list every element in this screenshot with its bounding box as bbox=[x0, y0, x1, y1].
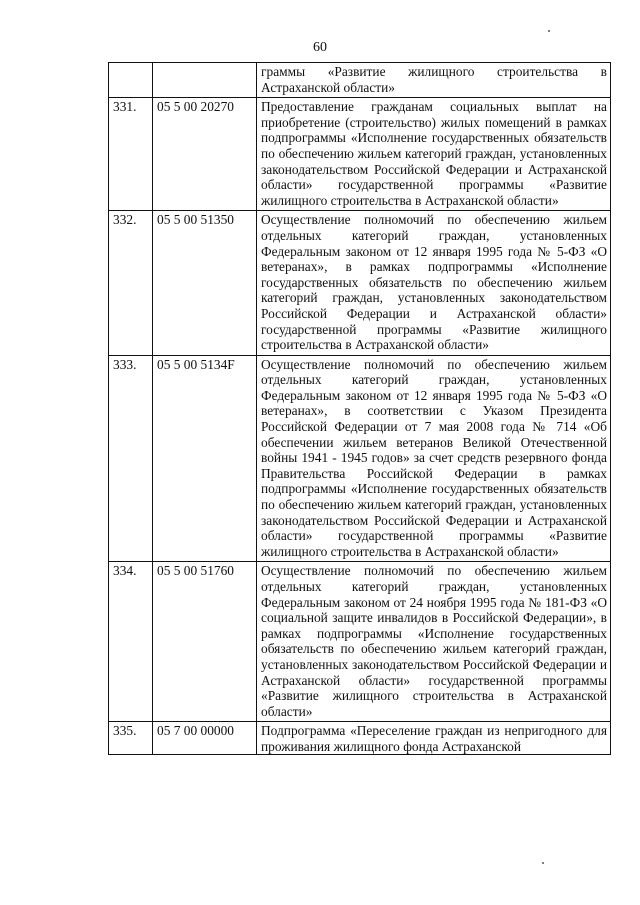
target-code-cell: 05 7 00 00000 bbox=[153, 722, 257, 755]
table-row-332 bbox=[109, 211, 611, 355]
description-cell: граммы «Развитие жилищного строительства в Астраханской области» bbox=[257, 63, 611, 98]
description-cell: Предоставление гражданам социальных выплат на приобретение (строительство) жилых помещений в рамках подпрограммы «Исполнение государственных обязательств по обеспечению жильем категорий граждан, установленных законодательством Российской Федерации и Астраханской области» государственной программы «Развитие жилищного строительства в Астраханской области» bbox=[257, 98, 611, 211]
row-number-cell: 334. bbox=[109, 562, 153, 722]
row-number-cell: 333. bbox=[109, 355, 153, 562]
target-code-cell bbox=[153, 63, 257, 98]
target-code-cell: 05 5 00 20270 bbox=[153, 98, 257, 211]
table-row-continuation bbox=[109, 63, 611, 98]
description-text: Подпрограмма «Переселение граждан из непригодного для проживания жилищного фонда Астраханской bbox=[261, 723, 607, 754]
description-cell: Осуществление полномочий по обеспечению жильем отдельных категорий граждан, установленных Федеральным законом от 24 ноября 1995 года № 181-ФЗ «О социальной защите инвалидов в Российской Федерации», в рамках подпрограммы «Исполнение государственных обязательств по обеспечению жильем категорий граждан, установленных законодательством Российской Федерации и Астраханской области» государственной программы «Развитие жилищного строительства в Астраханской области» bbox=[257, 562, 611, 722]
row-number-cell: 335. bbox=[109, 722, 153, 755]
scan-speck bbox=[548, 30, 550, 32]
target-code-cell: 05 5 00 51350 bbox=[153, 211, 257, 355]
row-number-cell: 332. bbox=[109, 211, 153, 355]
table-row-333 bbox=[109, 355, 611, 562]
target-code-cell: 05 5 00 51760 bbox=[153, 562, 257, 722]
page-number: 60 bbox=[313, 40, 327, 55]
budget-classification-table bbox=[108, 62, 611, 755]
row-number-cell: 331. bbox=[109, 98, 153, 211]
table-row-335 bbox=[109, 722, 611, 755]
description-cell: Осуществление полномочий по обеспечению жильем отдельных категорий граждан, установленных Федеральным законом от 12 января 1995 года № 5-ФЗ «О ветеранах», в соответствии с Указом Президента Российской Федерации от 7 мая 2008 года № 714 «Об обеспечении жильем ветеранов Великой Отечественной войны 1941 - 1945 годов» за счет средств резервного фонда Правительства Российской Федерации в рамках подпрограммы «Исполнение государственных обязательств по обеспечению жильем категорий граждан, установленных законодательством Российской Федерации и Астраханской области» государственной программы «Развитие жилищного строительства в Астраханской области» bbox=[257, 355, 611, 562]
table-row-334 bbox=[109, 562, 611, 722]
description-cell: Осуществление полномочий по обеспечению жильем отдельных категорий граждан, установленных Федеральным законом от 12 января 1995 года № 5-ФЗ «О ветеранах», в рамках подпрограммы «Исполнение государственных обязательств по обеспечению жильем категорий граждан, установленных законодательством Российской Федерации и Астраханской области» государственной программы «Развитие жилищного строительства в Астраханской области» bbox=[257, 211, 611, 355]
table-row-331 bbox=[109, 98, 611, 211]
target-code-cell: 05 5 00 5134F bbox=[153, 355, 257, 562]
row-number-cell bbox=[109, 63, 153, 98]
description-cell bbox=[257, 722, 611, 755]
scan-speck bbox=[542, 862, 544, 864]
